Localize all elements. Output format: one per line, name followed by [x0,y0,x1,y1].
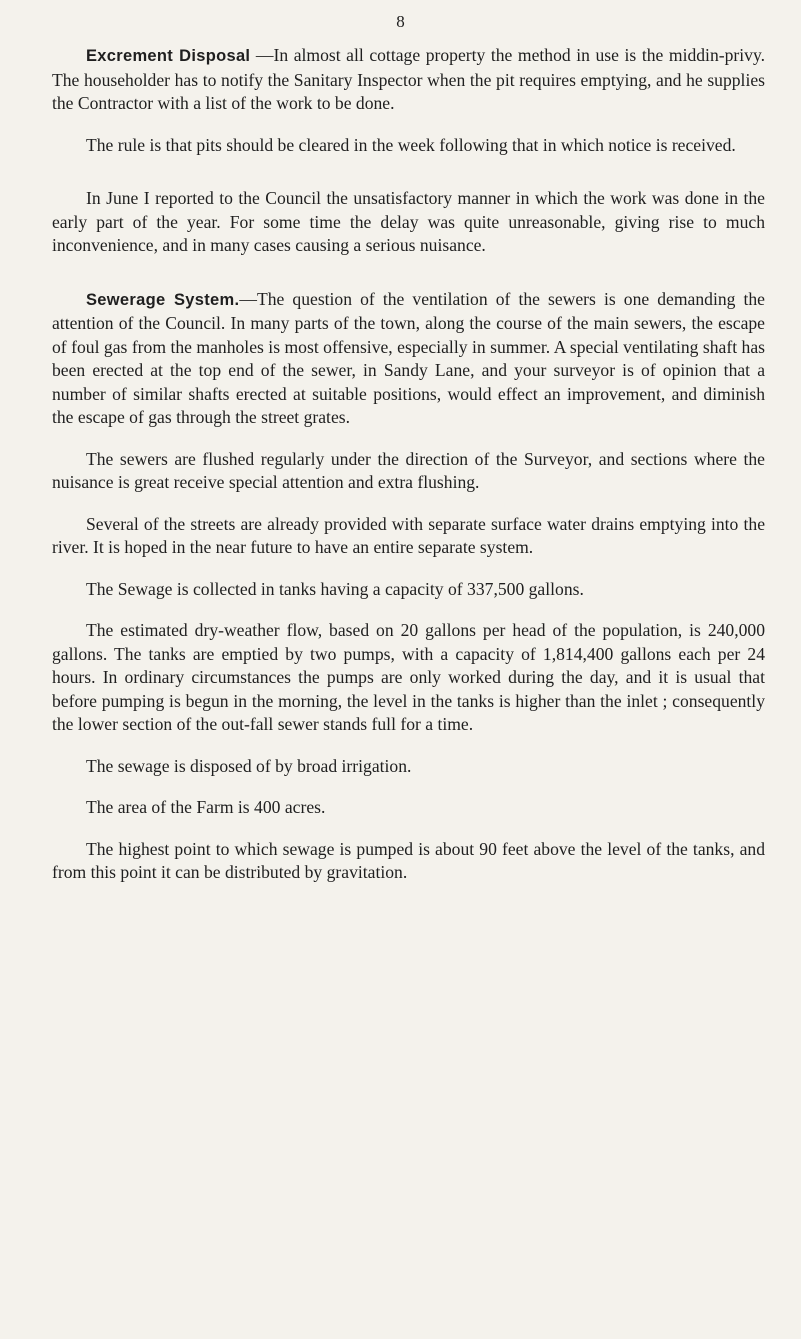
paragraph-sewerage-system [52,288,765,430]
paragraph-excrement-disposal [52,44,765,116]
page-number: 8 [396,12,405,31]
paragraph-pit-clearing-rule: The rule is that pits should be cleared in the week following that in which notice is received. [86,134,736,155]
paragraph-text: —In almost all cottage property the method in use is the middin-privy. The householder has to notify the Sanitary Inspector when the pit requires emptying, and he supplies the Contractor with a list of the work to be done. [52,45,765,113]
paragraph-farm-area: The area of the Farm is 400 acres. [86,797,326,817]
paragraph-broad-irrigation: The sewage is disposed of by broad irrigation. [86,755,412,776]
page-content [52,0,765,885]
paragraph-june-report: In June I reported to the Council the unsatisfactory manner in which the work was done in the early part of the year. For some time the delay was quite unreasonable, giving rise to much inconvenience, and in many cases causing a serious nuisance. [52,188,765,255]
paragraph-dry-weather-flow: The estimated dry-weather flow, based on 20 gallons per head of the population, is 240,000 gallons. The tanks are emptied by two pumps, with a capacity of 1,814,400 gallons each per 24 hours. In ordinary circumstances the pumps are only worked during the day, and it is usual that before pumping is begun in the morning, the level in the tanks is higher than the inlet ; consequently the lower section of the out-fall sewer stands full for a time. [52,620,765,734]
section-heading-excrement-disposal: Excrement Disposal [86,47,251,65]
paragraph-text: —The question of the ventilation of the sewers is one demanding the attention of the Council. In many parts of the town, along the course of the main sewers, the escape of foul gas from the manholes is most offensive, especially in summer. A special ventilating shaft has been erected at the top end of the sewer, in Sandy Lane, and your surveyor is of opinion that a number of similar shafts erected at suitable positions, would effect an improvement, and diminish the escape of gas through the street grates. [52,288,765,427]
paragraph-tank-capacity: The Sewage is collected in tanks having a capacity of 337,500 gallons. [86,578,584,599]
paragraph-pumping-height: The highest point to which sewage is pumped is about 90 feet above the level of the tanks, and from this point it can be distributed by gravitation. [52,838,765,882]
paragraph-flushing: The sewers are flushed regularly under the direction of the Surveyor, and sections where the nuisance is great receive special attention and extra flushing. [52,448,765,492]
paragraph-surface-drains: Several of the streets are already provided with separate surface water drains emptying into the river. It is hoped in the near future to have an entire separate system. [52,513,765,557]
section-heading-sewerage-system: Sewerage System. [86,290,240,309]
